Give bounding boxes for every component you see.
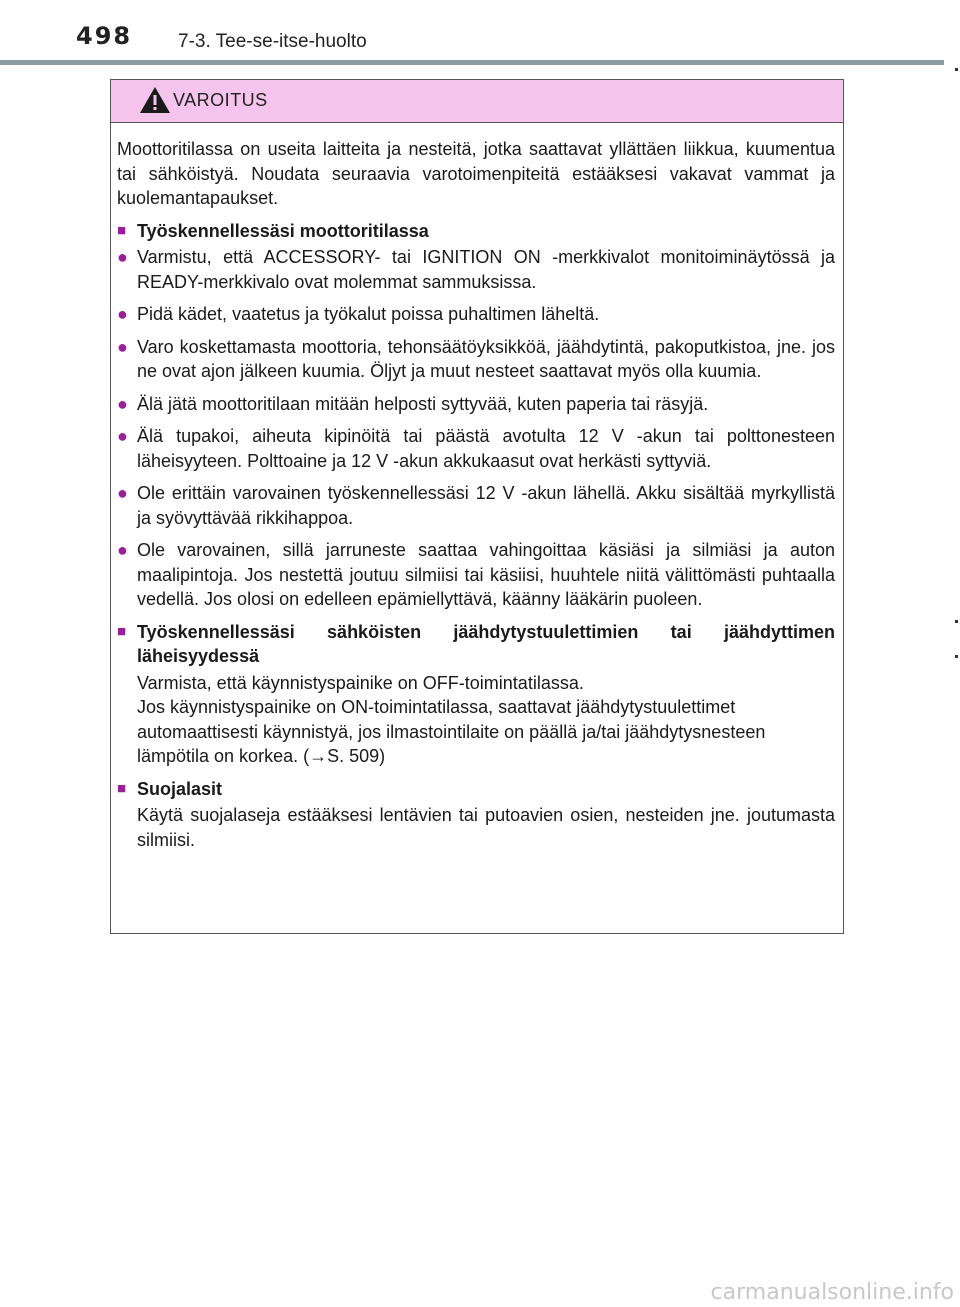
list-item: ● Varmistu, että ACCESSORY- tai IGNITION ON -merkkivalot monitoiminäytössä ja READY-merkkivalo ovat molemmat sammuksissa. [117,245,835,294]
dot-bullet-icon: ● [117,336,128,357]
warning-triangle-icon [139,86,171,114]
paragraph: Käytä suojalaseja estääksesi lentävien tai putoavien osien, nesteiden jne. joutumasta silmiisi. [137,805,835,850]
list-item: ● Pidä kädet, vaatetus ja työkalut poissa puhaltimen läheltä. [117,302,835,327]
section-heading: ■ Työskennellessäsi sähköisten jäähdytystuulettimien tai jäähdyttimen läheisyydessä [117,620,835,669]
list-item: ● Älä tupakoi, aiheuta kipinöitä tai päästä avotulta 12 V -akun tai polttonesteen läheisyyteen. Polttoaine ja 12 V -akun akkukaasut ovat herkästi syttyviä. [117,424,835,473]
section-title: 7-3. Tee-se-itse-huolto [178,31,367,52]
warning-header [111,80,843,123]
page-number: 498 [76,22,133,50]
dot-bullet-icon: ● [117,393,128,414]
edge-mark [955,655,958,658]
warning-intro: Moottoritilassa on useita laitteita ja nesteitä, jotka saattavat yllättäen liikkua, kuumentua tai sähköistyä. Noudata seuraavia varotoimenpiteitä estääksesi vakavat vammat ja kuolemantapaukset. [117,139,835,208]
watermark: carmanualsonline.info [710,1280,954,1305]
warning-title: VAROITUS [173,90,268,110]
paragraph: Jos käynnistyspainike on ON-toimintatilassa, saattavat jäähdytystuulettimet automaattisesti käynnistyä, jos ilmastointilaite on päällä ja/tai jäähdytysnesteen lämpötila on korkea. (→S. 509) [137,697,766,766]
square-bullet-icon: ■ [117,622,127,640]
list-item: ● Ole erittäin varovainen työskennellessäsi 12 V -akun lähellä. Akku sisältää myrkyllistä ja syövyttävää rikkihappoa. [117,481,835,530]
edge-mark [955,68,958,71]
header-rule [0,60,944,65]
section-heading: ■ Työskennellessäsi moottoritilassa [117,219,835,244]
square-bullet-icon: ■ [117,779,127,797]
paragraph: Varmista, että käynnistyspainike on OFF-toimintatilassa. [137,672,584,693]
list-item: ● Älä jätä moottoritilaan mitään helposti syttyvää, kuten paperia tai räsyjä. [117,392,835,417]
bullet-list [117,245,835,612]
square-bullet-icon: ■ [117,221,127,239]
list-item: ● Varo koskettamasta moottoria, tehonsäätöyksikköä, jäähdytintä, pakoputkistoa, jne. jos ne ovat ajon jälkeen kuumia. Öljyt ja muut nesteet saattavat myös olla kuumia. [117,335,835,384]
warning-body [111,123,843,852]
dot-bullet-icon: ● [117,483,128,503]
warning-box [110,79,844,934]
dot-bullet-icon: ● [117,247,128,267]
dot-bullet-icon: ● [117,540,128,560]
edge-mark [955,620,958,623]
section-heading: ■ Suojalasit [117,777,835,802]
list-item: ● Ole varovainen, sillä jarruneste saattaa vahingoittaa käsiäsi ja silmiäsi ja auton maalipintoja. Jos nestettä joutuu silmiisi tai käsiisi, huuhtele niitä välittömästi puhtaalla vedellä. Jos olosi on edelleen epämiellyttävä, käänny lääkärin puoleen. [117,538,835,612]
dot-bullet-icon: ● [117,304,128,324]
dot-bullet-icon: ● [117,426,128,446]
